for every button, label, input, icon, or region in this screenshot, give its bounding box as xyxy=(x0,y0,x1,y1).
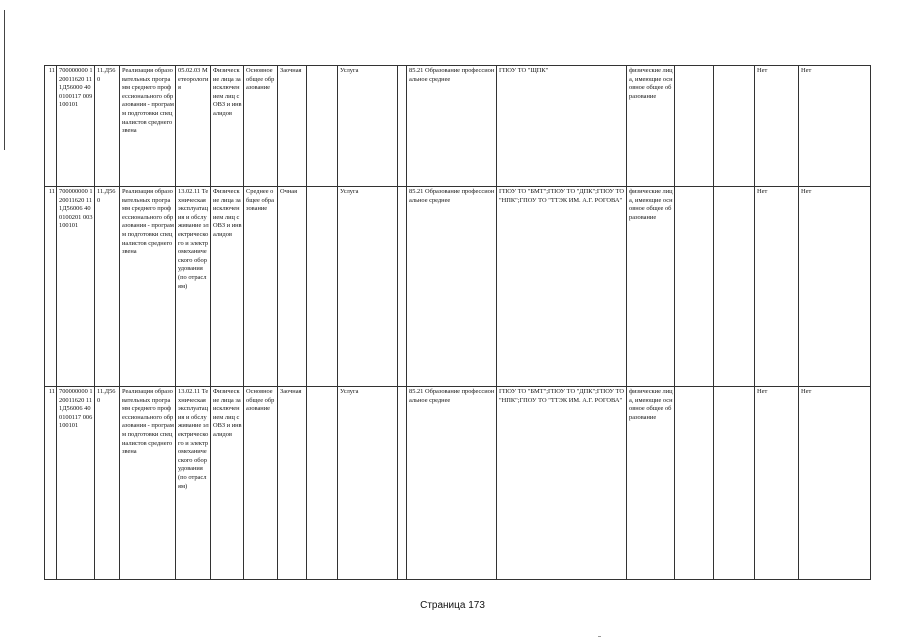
institutions: ГПОУ ТО "БМТ";ГПОУ ТО "ДПК";ГПОУ ТО "НПК";ГПОУ ТО "ТТЭК ИМ. А.Г. РОГОВА" xyxy=(497,187,627,387)
registry-code: 700000000 120011620 111Д56000 400100117 009100101 xyxy=(57,66,95,187)
margin-rule xyxy=(4,10,5,150)
registry-code: 700000000 120011620 111Д56006 400100201 003100101 xyxy=(57,187,95,387)
study-form: Заочная xyxy=(278,387,307,580)
education-level: Среднее общее образование xyxy=(244,187,278,387)
empty-cell xyxy=(675,187,714,387)
empty-cell xyxy=(398,187,407,387)
empty-cell xyxy=(714,187,755,387)
service-name: Реализация образовательных программ среднего профессионального образования - программ подготовки специалистов среднего звена xyxy=(120,66,176,187)
empty-cell xyxy=(307,187,338,387)
consumers: физические лица, имеющие основное общее образование xyxy=(627,66,675,187)
flag-cell: Нет xyxy=(755,187,799,387)
empty-cell xyxy=(307,387,338,580)
table-row xyxy=(45,187,871,387)
section-code: 11.Д56 0 xyxy=(95,187,120,387)
empty-cell xyxy=(675,66,714,187)
institutions: ГПОУ ТО "БМТ";ГПОУ ТО "ДПК";ГПОУ ТО "НПК";ГПОУ ТО "ТТЭК ИМ. А.Г. РОГОВА" xyxy=(497,387,627,580)
flag-cell: Нет xyxy=(799,387,871,580)
education-level: Основное общее образование xyxy=(244,66,278,187)
institutions: ГПОУ ТО "ЩПК" xyxy=(497,66,627,187)
service-type: Услуга xyxy=(338,387,398,580)
empty-cell xyxy=(398,387,407,580)
row-number: 11 xyxy=(45,387,57,580)
specialty: 05.02.03 Метеорология xyxy=(176,66,211,187)
scan-speck xyxy=(598,636,601,637)
registry-code: 700000000 120011620 111Д56006 400100117 006100101 xyxy=(57,387,95,580)
service-type: Услуга xyxy=(338,66,398,187)
flag-cell: Нет xyxy=(799,66,871,187)
empty-cell xyxy=(714,66,755,187)
flag-cell: Нет xyxy=(799,187,871,387)
table-row xyxy=(45,66,871,187)
consumer-category: Физические лица за исключением лиц с ОВЗ и инвалидов xyxy=(211,66,244,187)
service-name: Реализация образовательных программ среднего профессионального образования - программ подготовки специалистов среднего звена xyxy=(120,187,176,387)
row-number: 11 xyxy=(45,187,57,387)
study-form: Заочная xyxy=(278,66,307,187)
okved-code: 85.21 Образование профессиональное среднее xyxy=(407,187,497,387)
service-name: Реализация образовательных программ среднего профессионального образования - программ подготовки специалистов среднего звена xyxy=(120,387,176,580)
empty-cell xyxy=(307,66,338,187)
flag-cell: Нет xyxy=(755,66,799,187)
okved-code: 85.21 Образование профессиональное среднее xyxy=(407,66,497,187)
consumers: физические лица, имеющие основное общее образование xyxy=(627,387,675,580)
specialty: 13.02.11 Техническая эксплуатация и обслуживание электрического и электромеханического оборудования (по отраслям) xyxy=(176,387,211,580)
consumers: физические лица, имеющие основное общее образование xyxy=(627,187,675,387)
table-row xyxy=(45,387,871,580)
okved-code: 85.21 Образование профессиональное среднее xyxy=(407,387,497,580)
empty-cell xyxy=(714,387,755,580)
page-number: Страница 173 xyxy=(420,600,485,611)
service-type: Услуга xyxy=(338,187,398,387)
education-level: Основное общее образование xyxy=(244,387,278,580)
flag-cell: Нет xyxy=(755,387,799,580)
consumer-category: Физические лица за исключением лиц с ОВЗ и инвалидов xyxy=(211,387,244,580)
consumer-category: Физические лица за исключением лиц с ОВЗ и инвалидов xyxy=(211,187,244,387)
services-registry-table xyxy=(44,65,871,580)
section-code: 11.Д56 0 xyxy=(95,387,120,580)
row-number: 11 xyxy=(45,66,57,187)
specialty: 13.02.11 Техническая эксплуатация и обслуживание электрического и электромеханического оборудования (по отраслям) xyxy=(176,187,211,387)
study-form: Очная xyxy=(278,187,307,387)
empty-cell xyxy=(675,387,714,580)
section-code: 11.Д56 0 xyxy=(95,66,120,187)
empty-cell xyxy=(398,66,407,187)
